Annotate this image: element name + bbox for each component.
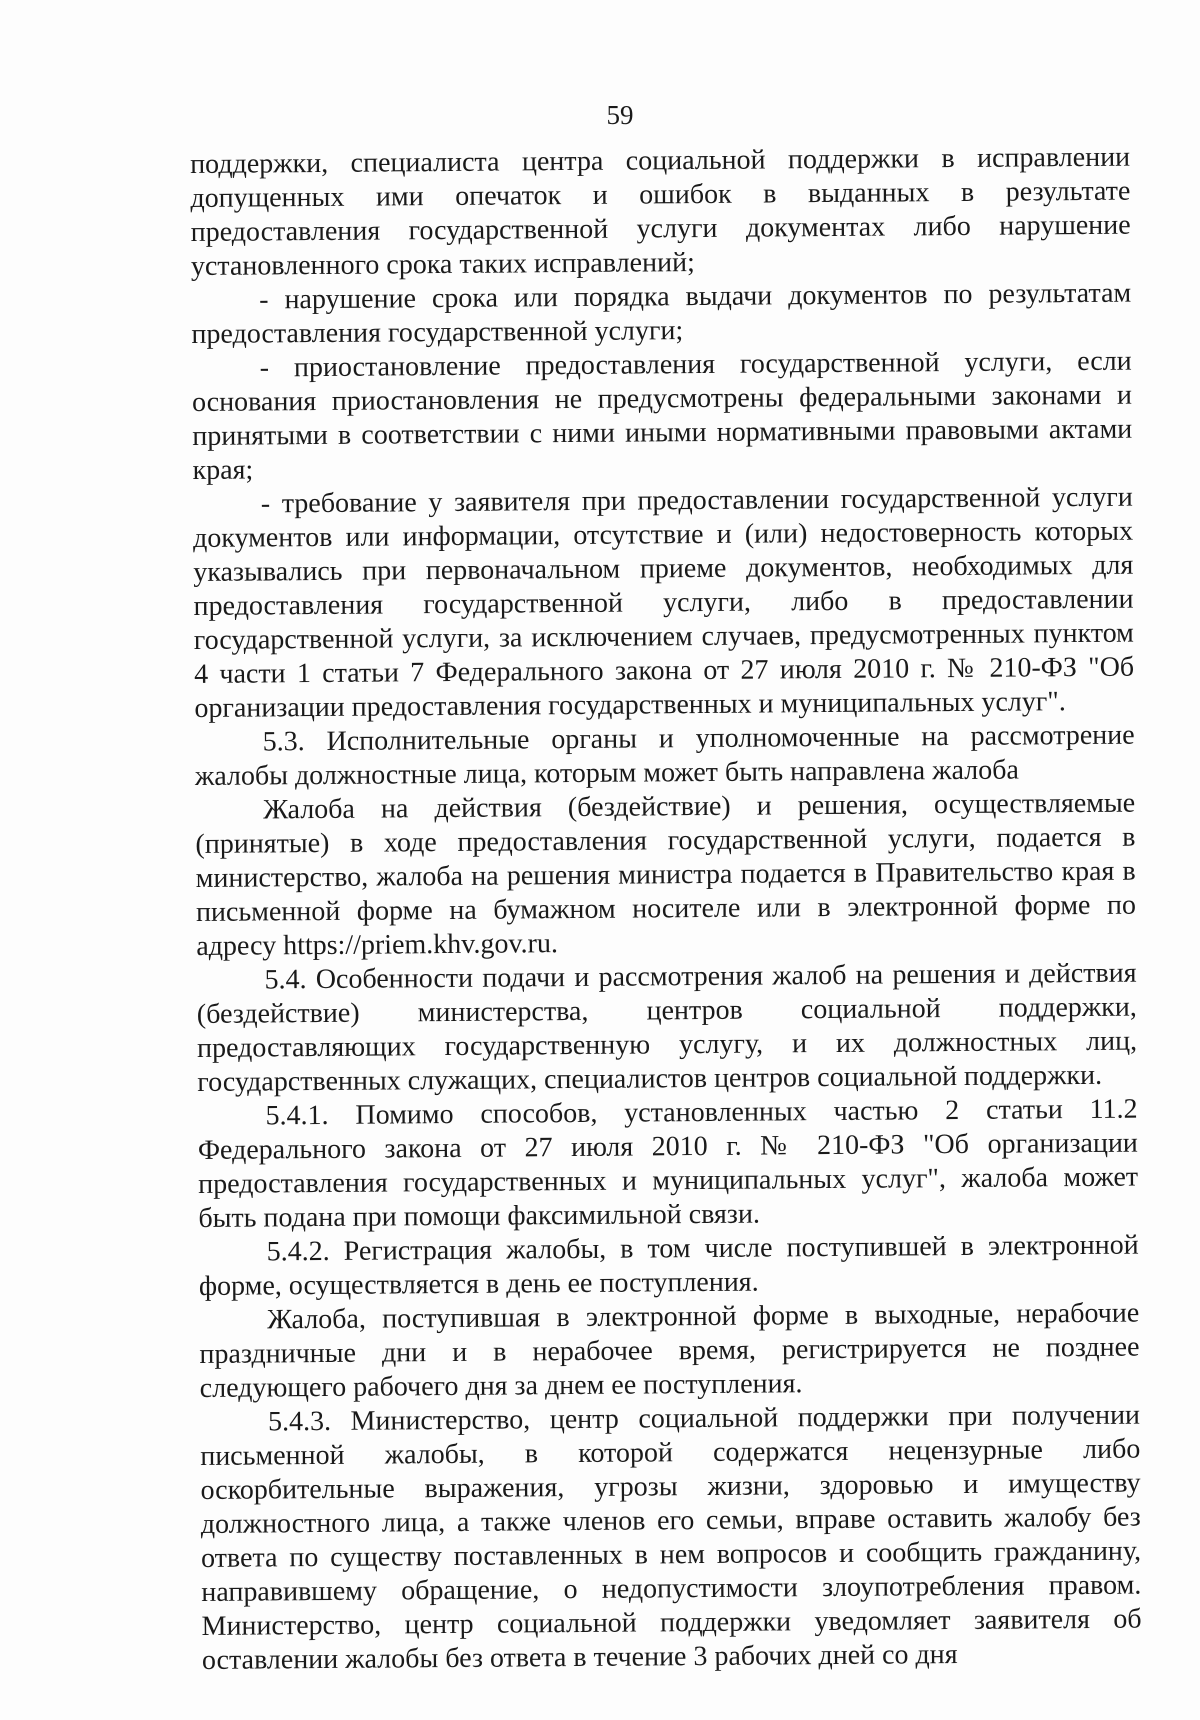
paragraph-section-5-4-1: 5.4.1. Помимо способов, установленных частью 2 статьи 11.2 Федерального закона от 27 июля 2010 г. № 210-ФЗ "Об организации предоставления государственных и муниципальных услуг", жалоба может быть подана при помощи факсимильной связи. — [197, 1093, 1139, 1234]
paragraph-section-5-4-3: 5.4.3. Министерство, центр социальной поддержки при получении письменной жалобы, в которой содержатся нецензурные либо оскорбительные выражения, угрозы жизни, здоровью и имуществу должностного лица, а также членов его семьи, вправе оставить жалобу без ответа по существу поставленных в нем вопросов и сообщить гражданину, направившему обращение, о недопустимости злоупотребления правом. Министерство, центр социальной поддержки уведомляет заявителя об оставлении жалобы без ответа в течение 3 рабочих дней со дня — [200, 1399, 1142, 1676]
paragraph-section-5-4-2: 5.4.2. Регистрация жалобы, в том числе поступившей в электронной форме, осуществляется в день ее поступления. — [198, 1229, 1139, 1302]
page-number: 59 — [606, 100, 634, 130]
paragraph: Жалоба, поступившая в электронной форме в выходные, нерабочие праздничные дни и в нерабочее время, регистрируется не позднее следующего рабочего дня за днем ее поступления. — [199, 1297, 1140, 1404]
paragraph-section-5-4: 5.4. Особенности подачи и рассмотрения жалоб на решения и действия (бездействие) министерства, центров социальной поддержки, предоставляющих государственную услугу, и их должностных лиц, государственных служащих, специалистов центров социальной поддержки. — [196, 957, 1138, 1098]
paragraph: Жалоба на действия (бездействие) и решения, осуществляемые (принятые) в ходе предоставления государственной услуги, подается в министерство, жалоба на решения министра подается в Правительство края в письменной форме на бумажном носителе или в электронной форме по адресу https://priem.khv.gov.ru. — [195, 787, 1137, 962]
paragraph-list-item: - требование у заявителя при предоставлении государственной услуги документов или информации, отсутствие и (или) недостоверность которых указывались при первоначальном приеме документов, необходимых для предоставления государственной услуги, либо в предоставлении государственной услуги, за исключением случаев, предусмотренных пунктом 4 части 1 статьи 7 Федерального закона от 27 июля 2010 г. № 210-ФЗ "Об организации предоставления государственных и муниципальных услуг". — [192, 481, 1135, 724]
document-body — [190, 141, 1142, 1678]
paragraph-list-item: - нарушение срока или порядка выдачи документов по результатам предоставления государственной услуги; — [191, 277, 1132, 350]
paragraph-list-item: - приостановление предоставления государственной услуги, если основания приостановления не предусмотрены федеральными законами и принятыми в соответствии с ними иными нормативными правовыми актами края; — [191, 345, 1133, 486]
paragraph-section-5-3: 5.3. Исполнительные органы и уполномоченные на рассмотрение жалобы должностные лица, которым может быть направлена жалоба — [194, 719, 1135, 792]
paragraph-continuation: поддержки, специалиста центра социальной поддержки в исправлении допущенных ими опечаток и ошибок в выданных в результате предоставления государственной услуги документах либо нарушение установленного срока таких исправлений; — [190, 141, 1131, 282]
